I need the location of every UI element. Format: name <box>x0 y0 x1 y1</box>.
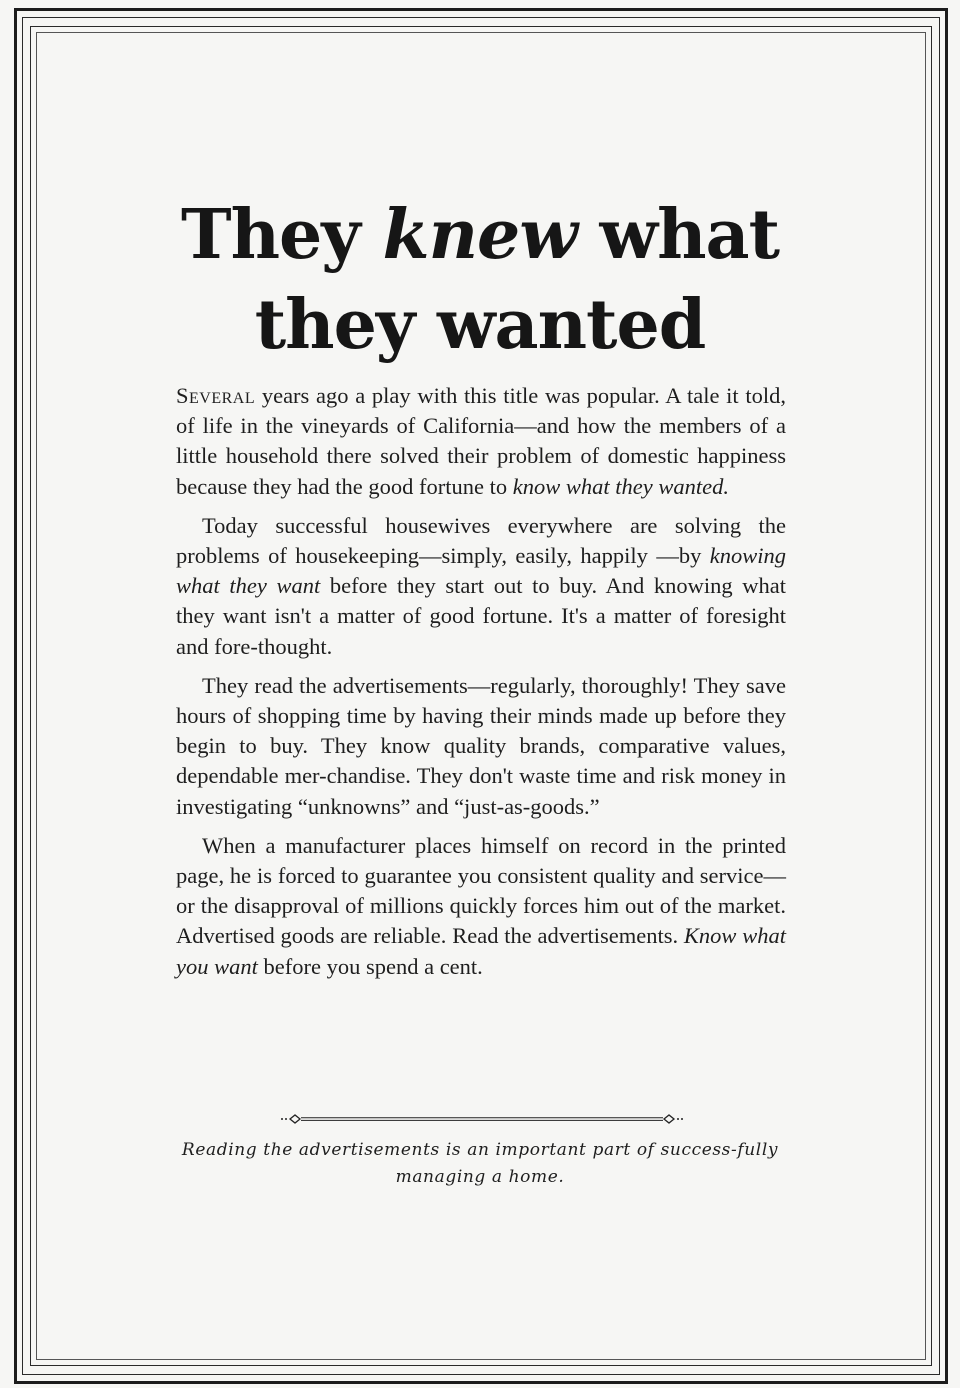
paragraph-2-text-start: Today successful housewives everywhere are solving the problems of housekeeping—simply, easily, happily —by <box>176 512 786 569</box>
paragraph-2-emphasis: knowing what they want <box>176 543 786 599</box>
ornamental-divider <box>280 1112 684 1126</box>
headline-line-1-after: what <box>576 195 779 275</box>
paragraph-1-lead: Several <box>176 383 256 408</box>
paragraph-3: They read the advertisements—regularly, thoroughly! They save hours of shopping time by having their minds made up before they begin to buy. They know quality brands, comparative values, dependable mer-chandise. They don't waste time and risk money in investigating “unknowns” and “just-as-goods.” <box>176 672 786 819</box>
paragraph-1-text: years ago a play with this title was popular. A tale it told, of life in the vineyards of California—and how the members of a little household there solved their problem of domestic happiness because they had the good fortune to <box>176 383 786 499</box>
body-copy <box>176 381 786 991</box>
paragraph-2 <box>176 511 786 662</box>
headline-line-2: they wanted <box>254 285 706 365</box>
paragraph-1-emphasis: know what they wanted. <box>512 473 729 499</box>
footer-note: Reading the advertisements is an important part of success-fully managing a home. <box>181 1140 779 1187</box>
headline-line-1 <box>120 190 840 280</box>
paragraph-2-text-end: before they start out to buy. And knowing what they want isn't a matter of good fortune. It's a matter of foresight and fore-thought. <box>176 573 786 659</box>
paragraph-4-emphasis: Know what you want <box>176 923 786 979</box>
paragraph-4 <box>176 831 786 982</box>
headline-line-1-before: They <box>181 195 383 275</box>
headline-emphasis: knew <box>382 195 577 275</box>
paragraph-4-text-start: When a manufacturer places himself on record in the printed page, he is forced to guarantee you consistent quality and service—or the disapproval of millions quickly forces him out of the market. Advertised goods are reliable. Read the advertisements. <box>176 832 786 949</box>
headline <box>120 190 840 370</box>
paragraph-4-text-end: before you spend a cent. <box>257 953 483 979</box>
paragraph-1 <box>176 381 786 502</box>
